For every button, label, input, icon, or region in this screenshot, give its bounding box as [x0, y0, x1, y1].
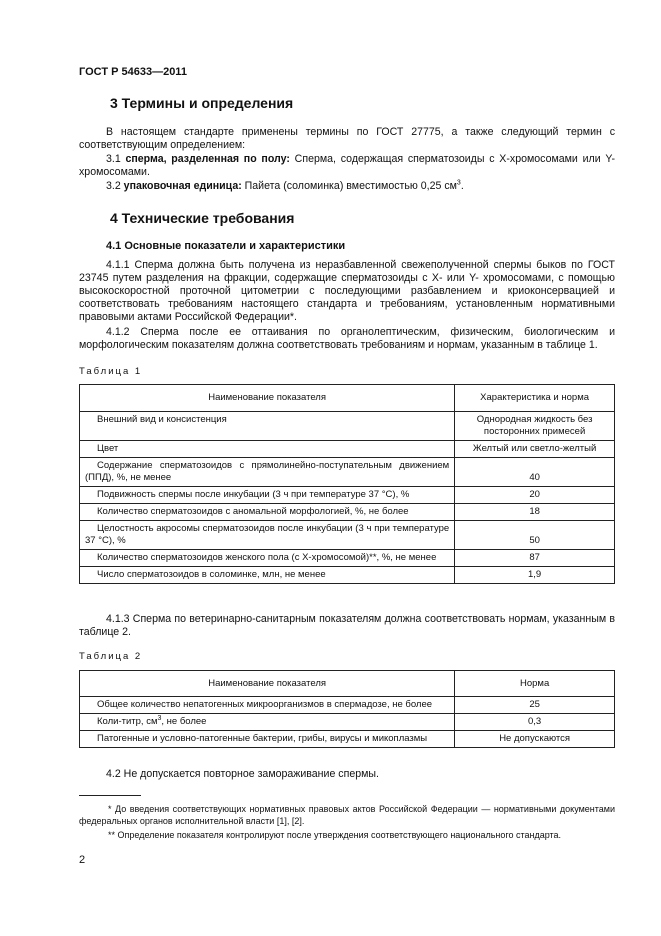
term-3-2-label: упаковочная единица: — [123, 180, 242, 192]
table-row: Цвет Желтый или светло-желтый — [80, 441, 615, 458]
paragraph-4-1-1: 4.1.1 Сперма должна быть получена из неразбавленной свежеполученной спермы быков по ГОСТ 23745 путем разделения на фракции, содержащие сперматозоиды с X- или Y- хромосомами, с помощью высокоскоростной проточной цитометрии с последующими разбавлением и криоконсервацией и соответствовать требованиям настоящего стандарта и требованиям, установленным нормативными правовыми актами Российской Федерации*. — [79, 259, 615, 323]
paragraph-4-1-2: 4.1.2 Сперма после ее оттаивания по органолептическим, физическим, биологическим и морфологическим показателям должна соответствовать требованиям и нормам, указанным в таблице 1. — [79, 326, 615, 351]
section-3-intro: В настоящем стандарте применены термины по ГОСТ 27775, а также следующий термин с соответствующим определением: — [79, 126, 615, 151]
table-row: Число сперматозоидов в соломинке, млн, не менее 1,9 — [80, 567, 615, 584]
table-row: Внешний вид и консистенция Однородная жидкость без посторонних примесей — [80, 412, 615, 441]
section-4-heading: 4 Технические требования — [110, 210, 295, 226]
table-1-caption: Таблица 1 — [79, 366, 143, 377]
footnote-divider — [79, 795, 141, 796]
section-3-heading: 3 Термины и определения — [110, 95, 294, 111]
table-2 — [79, 670, 615, 748]
table-row: Общее количество непатогенных микроорганизмов в спермадозе, не более 25 — [80, 697, 615, 714]
subsection-4-1-heading: 4.1 Основные показатели и характеристики — [106, 240, 346, 252]
table-row: Количество сперматозоидов женского пола (с X-хромосомой)**, %, не менее 87 — [80, 550, 615, 567]
page-number: 2 — [79, 854, 86, 866]
term-3-2: 3.2 упаковочная единица: Пайета (соломинка) вместимостью 0,25 $см^3$. — [106, 179, 464, 192]
table-1 — [79, 384, 615, 584]
document-code: ГОСТ Р 54633—2011 — [79, 66, 187, 78]
footnote-1: * До введения соответствующих нормативных правовых актов Российской Федерации — нормативными документами федеральных органов исполнительной власти [1], [2]. — [79, 804, 615, 826]
table-row: Коли-титр, $см^3$, не более 0,3 — [80, 714, 615, 731]
term-3-1-label: сперма, разделенная по полу: — [125, 153, 290, 165]
table-1-header-name: Наименование показателя — [80, 385, 455, 412]
table-row: Патогенные и условно-патогенные бактерии, грибы, вирусы и микоплазмы Не допускаются — [80, 731, 615, 748]
table-1-header-value: Характеристика и норма — [455, 385, 615, 412]
table-2-caption: Таблица 2 — [79, 651, 143, 662]
table-2-header-name: Наименование показателя — [80, 671, 455, 697]
table-row: Подвижность спермы после инкубации (3 ч при температуре 37 °С), % 20 — [80, 487, 615, 504]
paragraph-4-1-3: 4.1.3 Сперма по ветеринарно-санитарным показателям должна соответствовать нормам, указанным в таблице 2. — [79, 613, 615, 638]
table-row: Количество сперматозоидов с аномальной морфологией, %, не более 18 — [80, 504, 615, 521]
paragraph-4-2: 4.2 Не допускается повторное замораживание спермы. — [106, 768, 379, 780]
table-row: Содержание сперматозоидов с прямолинейно-поступательным движением (ППД), %, не менее 40 — [80, 458, 615, 487]
term-3-1: 3.1 сперма, разделенная по полу: Сперма, содержащая сперматозоиды с X-хромосомами или Y-хромосомами. — [79, 153, 615, 178]
footnote-2: ** Определение показателя контролируют после утверждения соответствующего национального стандарта. — [108, 830, 562, 840]
table-2-header-value: Норма — [455, 671, 615, 697]
table-row: Целостность акросомы сперматозоидов после инкубации (3 ч при температуре 37 °С), % 50 — [80, 521, 615, 550]
